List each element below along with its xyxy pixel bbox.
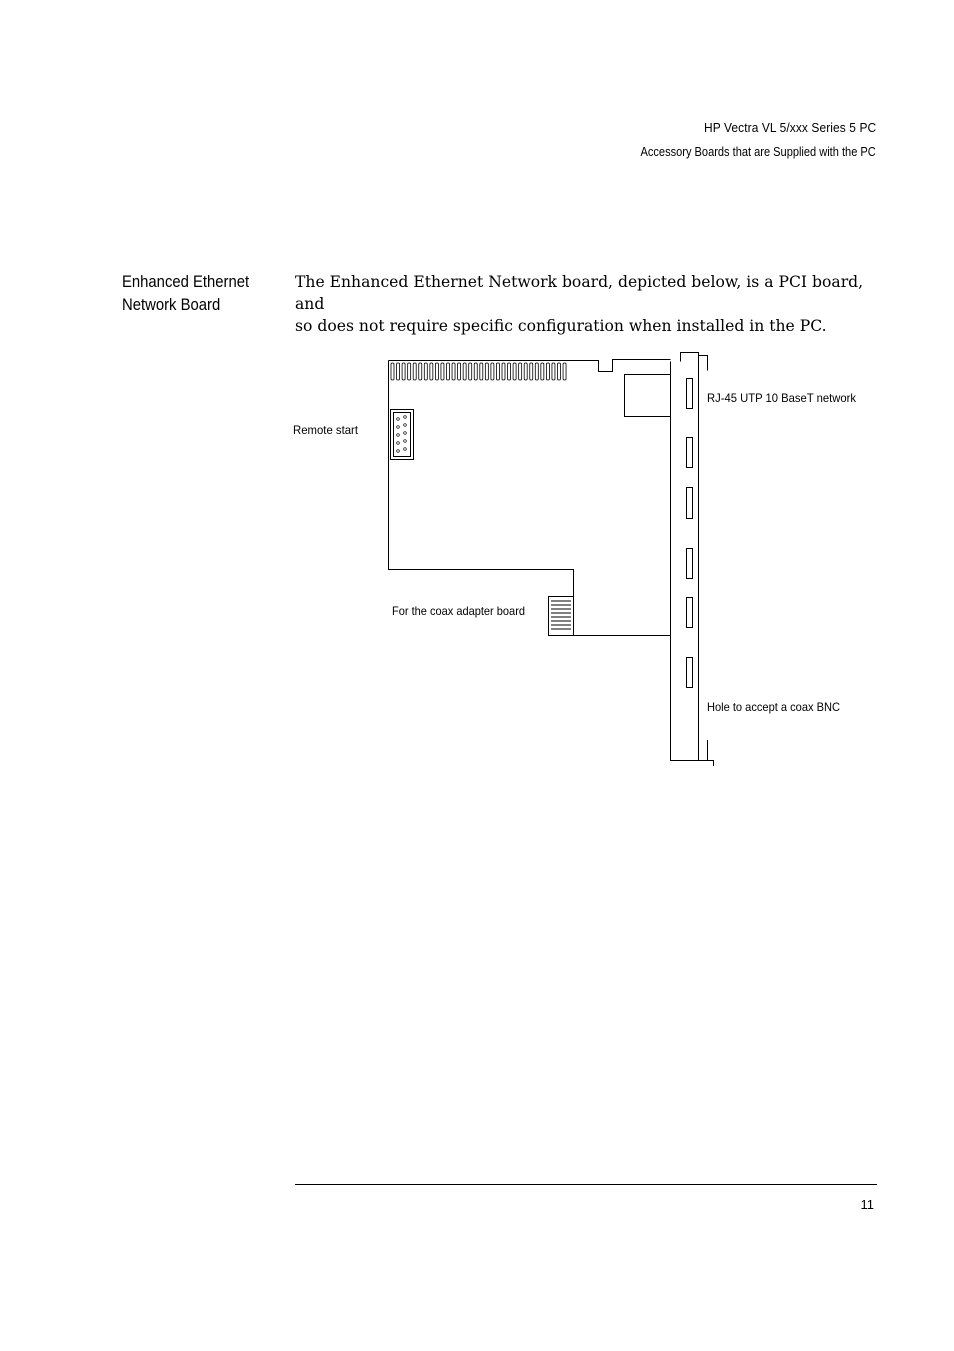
section-heading-line-2: Network Board	[122, 296, 221, 314]
edge-pin	[524, 363, 527, 380]
board-outline	[389, 360, 671, 636]
edge-pin	[452, 363, 455, 380]
edge-pin	[535, 363, 538, 380]
body-line-2: so does not require specific configuration when installed in the PC.	[295, 317, 827, 335]
bracket-slots	[687, 379, 693, 688]
edge-pin	[397, 363, 400, 380]
edge-pin	[391, 363, 394, 380]
edge-pin	[552, 363, 555, 380]
edge-pin	[474, 363, 477, 380]
edge-pin	[408, 363, 411, 380]
edge-pin	[402, 363, 405, 380]
edge-pin	[424, 363, 427, 380]
edge-pin	[413, 363, 416, 380]
edge-pin	[430, 363, 433, 380]
edge-pin	[546, 363, 549, 380]
edge-pin	[463, 363, 466, 380]
running-header-title: HP Vectra VL 5/xxx Series 5 PC	[703, 120, 876, 135]
edge-pin	[469, 363, 472, 380]
page-number: 11	[860, 1197, 874, 1212]
edge-connector-pins	[391, 363, 566, 380]
label-rj45: RJ-45 UTP 10 BaseT network	[707, 391, 857, 405]
coax-adapter-connector	[549, 597, 574, 636]
edge-pin	[485, 363, 488, 380]
edge-pin	[480, 363, 483, 380]
section-heading-line-1: Enhanced Ethernet	[122, 273, 250, 291]
edge-pin	[563, 363, 566, 380]
edge-pin	[508, 363, 511, 380]
edge-pin	[491, 363, 494, 380]
edge-pin	[496, 363, 499, 380]
edge-pin	[435, 363, 438, 380]
label-coax-bnc: Hole to accept a coax BNC	[707, 700, 841, 714]
edge-pin	[441, 363, 444, 380]
edge-pin	[447, 363, 450, 380]
edge-pin	[458, 363, 461, 380]
running-header-subtitle: Accessory Boards that are Supplied with the PC	[640, 144, 876, 159]
remote-start-connector	[391, 410, 414, 460]
label-remote-start: Remote start	[293, 423, 359, 437]
edge-pin	[558, 363, 561, 380]
footer-rule	[295, 1184, 877, 1185]
edge-pin	[502, 363, 505, 380]
body-line-1: The Enhanced Ethernet Network board, depicted below, is a PCI board, and	[295, 273, 864, 313]
rj45-jack	[625, 375, 671, 417]
edge-pin	[513, 363, 516, 380]
edge-pin	[519, 363, 522, 380]
edge-pin	[541, 363, 544, 380]
edge-pin	[419, 363, 422, 380]
label-coax-adapter: For the coax adapter board	[392, 604, 525, 618]
edge-pin	[530, 363, 533, 380]
